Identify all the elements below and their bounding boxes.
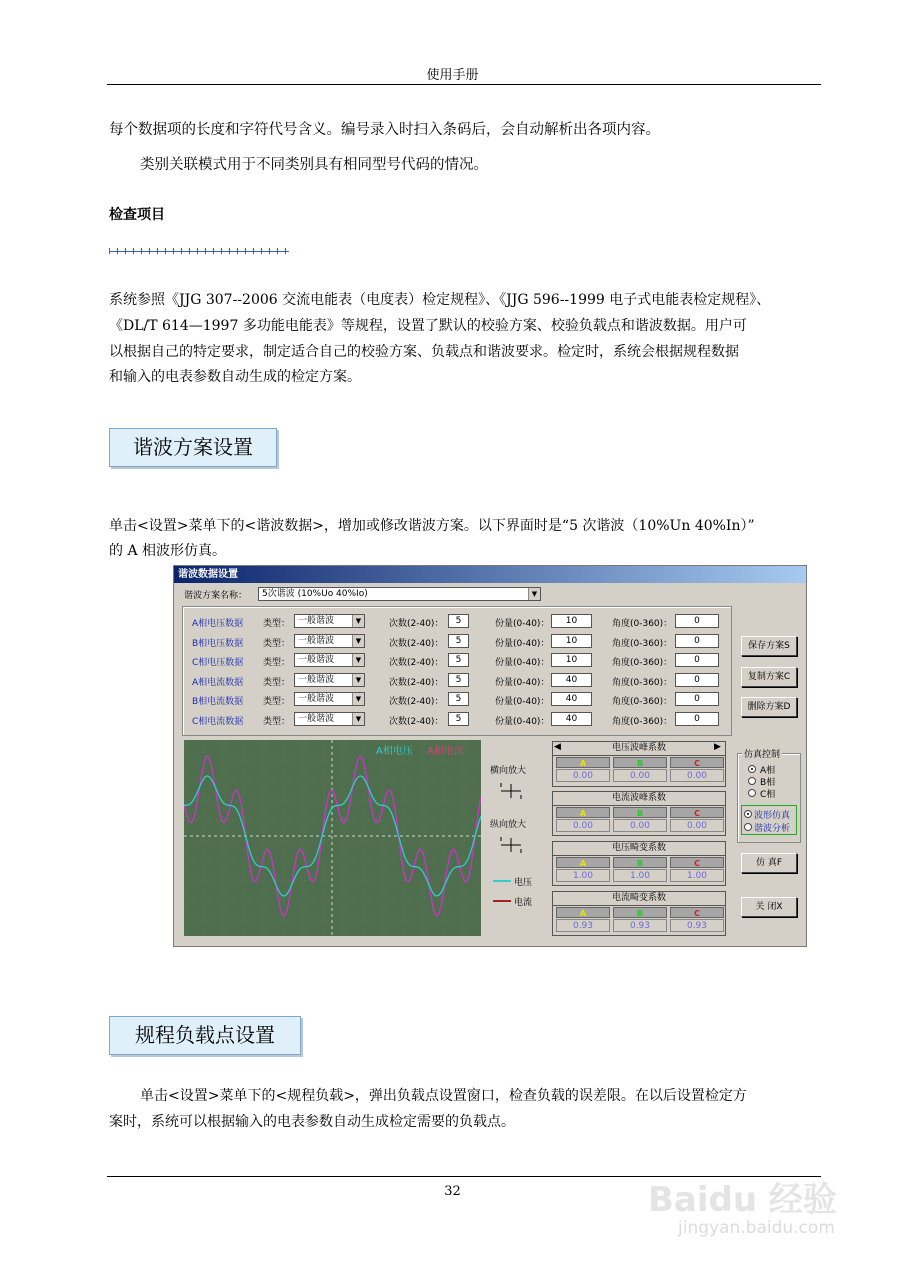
angle-input[interactable]: 0 [675, 673, 719, 687]
amount-label: 份量(0-40)： [495, 677, 550, 688]
type-value: 一般谐波 [298, 674, 335, 685]
type-select[interactable] [294, 692, 365, 706]
type-label: 类型： [263, 619, 291, 629]
section-title-harmonic: 谐波方案设置 [109, 428, 277, 467]
window-title: 谐波数据设置 [174, 566, 806, 583]
order-input[interactable]: 5 [448, 673, 469, 687]
coefficient-title: 电流畸变系数 [553, 892, 725, 906]
delete-scheme-button[interactable]: 删除方案D [741, 697, 797, 717]
coefficient-value: 0.93 [556, 919, 610, 932]
coefficient-value: 0.00 [613, 769, 667, 782]
coefficient-column-header: B [613, 857, 667, 868]
coefficient-column-header: A [556, 857, 610, 868]
paragraph-3-line-1: 系统参照《JJG 307--2006 交流电能表（电度表）检定规程》、《JJG 596--1999 电子式电能表检定规程》、 [109, 292, 771, 308]
row-name: C相电压数据 [192, 658, 244, 668]
vertical-zoom-icon[interactable] [498, 832, 524, 858]
horizontal-zoom-label: 横向放大 [490, 766, 527, 776]
section-title-load-points: 规程负载点设置 [109, 1016, 301, 1055]
type-select[interactable] [294, 614, 365, 628]
amount-label: 份量(0-40)： [495, 697, 550, 707]
scheme-name-label: 谐波方案名称： [184, 591, 248, 601]
type-label: 类型： [263, 697, 291, 707]
current-legend-label: 电流 [514, 898, 533, 908]
coefficient-value: 0.00 [556, 769, 610, 782]
coefficient-value: 0.00 [556, 819, 610, 832]
order-input[interactable]: 5 [448, 634, 469, 648]
amount-input[interactable]: 40 [551, 673, 592, 687]
type-value: 一般谐波 [298, 694, 335, 704]
chevron-down-icon: ▼ [352, 693, 364, 705]
type-value: 一般谐波 [298, 655, 335, 665]
amount-input[interactable]: 40 [551, 692, 592, 706]
angle-input[interactable]: 0 [675, 614, 719, 628]
angle-label: 角度(0-360)： [612, 697, 673, 707]
type-label: 类型： [263, 658, 291, 668]
coefficient-column-header: C [670, 757, 724, 768]
copy-scheme-button[interactable]: 复制方案C [741, 667, 797, 687]
coefficient-value: 1.00 [613, 869, 667, 882]
scheme-name-value: 5次谐波 (10%Uo 40%Io) [262, 589, 368, 599]
angle-input[interactable]: 0 [675, 653, 719, 667]
coefficient-title: 电压畸变系数 [553, 842, 725, 856]
voltage-legend-label: 电压 [514, 878, 533, 888]
order-label: 次数(2-40)： [389, 658, 444, 668]
row-name: C相电流数据 [192, 716, 244, 727]
chevron-down-icon: ▼ [528, 588, 540, 600]
type-value: 一般谐波 [298, 616, 335, 626]
coefficient-column-header: A [556, 907, 610, 918]
header-rule [107, 84, 821, 85]
scroll-left-icon[interactable]: ◀ [554, 742, 561, 752]
angle-input[interactable]: 0 [675, 634, 719, 648]
scheme-name-select[interactable] [258, 587, 541, 601]
legend-current-title: A相电流 [427, 746, 464, 757]
mode-radio[interactable] [744, 810, 752, 818]
coefficient-column-header: C [670, 857, 724, 868]
coefficient-value: 1.00 [670, 869, 724, 882]
page-number: 32 [444, 1184, 461, 1199]
chevron-down-icon: ▼ [352, 713, 364, 725]
angle-input[interactable]: 0 [675, 692, 719, 706]
coefficient-column-header: A [556, 807, 610, 818]
amount-input[interactable]: 10 [551, 614, 592, 628]
waveform-svg [184, 740, 481, 936]
vertical-zoom-label: 纵向放大 [490, 820, 527, 830]
row-name: B相电流数据 [192, 697, 244, 707]
row-name: A相电压数据 [192, 619, 244, 629]
phase-radio[interactable] [748, 765, 756, 773]
paragraph-4-line-1: 单击<设置>菜单下的<谐波数据>，增加或修改谐波方案。以下界面时是“5 次谐波（10%Un 40%In）” [109, 518, 755, 534]
scroll-right-icon[interactable]: ▶ [714, 742, 721, 752]
paragraph-5-line-1: 单击<设置>菜单下的<规程负载>，弹出负载点设置窗口，检查负载的误差限。在以后设置检定方 [140, 1088, 747, 1104]
horizontal-zoom-icon[interactable] [498, 778, 524, 804]
amount-label: 份量(0-40)： [495, 638, 550, 649]
paragraph-3-line-4: 和输入的电表参数自动生成的检定方案。 [109, 369, 361, 385]
order-label: 次数(2-40)： [389, 697, 444, 707]
dotted-divider [109, 248, 289, 254]
coefficient-title: 电流波峰系数 [553, 792, 725, 806]
coefficient-value: 1.00 [556, 869, 610, 882]
phase-radio-label: A相 [760, 766, 776, 776]
type-select[interactable] [294, 634, 365, 648]
coefficient-column-header: B [613, 907, 667, 918]
row-name: B相电压数据 [192, 638, 244, 649]
phase-radio[interactable] [748, 789, 756, 797]
coefficient-value: 0.00 [613, 819, 667, 832]
paragraph-2: 类别关联模式用于不同类别具有相同型号代码的情况。 [140, 157, 488, 173]
mode-radio-label: 谐波分析 [754, 824, 791, 834]
mode-radio[interactable] [744, 823, 752, 831]
current-legend-line [493, 900, 511, 902]
order-input[interactable]: 5 [448, 614, 469, 628]
sim-control-title: 仿真控制 [742, 747, 782, 760]
coefficient-column-header: B [613, 757, 667, 768]
angle-label: 角度(0-360)： [612, 619, 673, 629]
paragraph-1: 每个数据项的长度和字符代号含义。编号录入时扫入条码后，会自动解析出各项内容。 [109, 122, 660, 138]
angle-label: 角度(0-360)： [612, 638, 673, 649]
chevron-down-icon: ▼ [352, 654, 364, 666]
coefficient-column-header: B [613, 807, 667, 818]
coefficient-column-header: A [556, 757, 610, 768]
angle-label: 角度(0-360)： [612, 658, 673, 668]
phase-radio-label: B相 [760, 778, 776, 788]
coefficient-value: 0.93 [670, 919, 724, 932]
paragraph-5-line-2: 案时，系统可以根据输入的电表参数自动生成检定需要的负载点。 [109, 1114, 515, 1130]
page-header-title: 使用手册 [426, 68, 479, 83]
type-label: 类型： [263, 716, 291, 727]
close-button[interactable]: 关 闭X [741, 897, 797, 917]
type-select[interactable] [294, 653, 365, 667]
paragraph-3-line-3: 以根据自己的特定要求，制定适合自己的校验方案、负载点和谐波要求。检定时，系统会根据规程数据 [109, 344, 739, 360]
voltage-legend-line [493, 880, 511, 882]
order-label: 次数(2-40)： [389, 638, 444, 649]
harmonic-settings-window [173, 565, 807, 947]
order-label: 次数(2-40)： [389, 619, 444, 629]
angle-input[interactable]: 0 [675, 712, 719, 726]
watermark-logo: Baidu 经验 [648, 1180, 837, 1220]
phase-radio-label: C相 [760, 790, 776, 800]
coefficient-column-header: C [670, 807, 724, 818]
watermark-url: jingyan.baidu.com [678, 1218, 835, 1238]
coefficient-value: 0.00 [670, 819, 724, 832]
legend-voltage-title: A相电压 [376, 746, 413, 757]
waveform-plot [184, 740, 481, 936]
type-value: 一般谐波 [298, 713, 335, 724]
type-select[interactable] [294, 673, 365, 687]
coefficient-panel [552, 791, 726, 836]
amount-label: 份量(0-40)： [495, 619, 550, 629]
coefficient-panel [552, 891, 726, 936]
coefficient-value: 0.00 [670, 769, 724, 782]
angle-label: 角度(0-360)： [612, 716, 673, 727]
type-select[interactable] [294, 712, 365, 726]
order-label: 次数(2-40)： [389, 677, 444, 688]
coefficient-column-header: C [670, 907, 724, 918]
mode-radio-label: 波形仿真 [754, 811, 791, 821]
chevron-down-icon: ▼ [352, 615, 364, 627]
coefficient-title: 电压波峰系数 [553, 742, 725, 756]
type-label: 类型： [263, 677, 291, 688]
row-name: A相电流数据 [192, 677, 244, 688]
chevron-down-icon: ▼ [352, 674, 364, 686]
order-label: 次数(2-40)： [389, 716, 444, 727]
amount-input[interactable]: 40 [551, 712, 592, 726]
angle-label: 角度(0-360)： [612, 677, 673, 688]
phase-radio[interactable] [748, 777, 756, 785]
coefficient-panel [552, 841, 726, 886]
coefficient-panel [552, 741, 726, 787]
order-input[interactable]: 5 [448, 653, 469, 667]
save-scheme-button[interactable]: 保存方案S [741, 636, 797, 656]
order-input[interactable]: 5 [448, 692, 469, 706]
chevron-down-icon: ▼ [352, 635, 364, 647]
coefficient-value: 0.93 [613, 919, 667, 932]
paragraph-3-line-2: 《DL/T 614—1997 多功能电能表》等规程，设置了默认的校验方案、校验负载点和谐波数据。用户可 [109, 318, 747, 334]
amount-input[interactable]: 10 [551, 653, 592, 667]
simulate-button[interactable]: 仿 真F [741, 853, 797, 873]
type-label: 类型： [263, 638, 291, 649]
type-value: 一般谐波 [298, 635, 335, 646]
order-input[interactable]: 5 [448, 712, 469, 726]
amount-label: 份量(0-40)： [495, 716, 550, 727]
amount-input[interactable]: 10 [551, 634, 592, 648]
paragraph-4-line-2: 的 A 相波形仿真。 [109, 543, 227, 559]
amount-label: 份量(0-40)： [495, 658, 550, 668]
heading-check-items: 检查项目 [109, 207, 165, 223]
